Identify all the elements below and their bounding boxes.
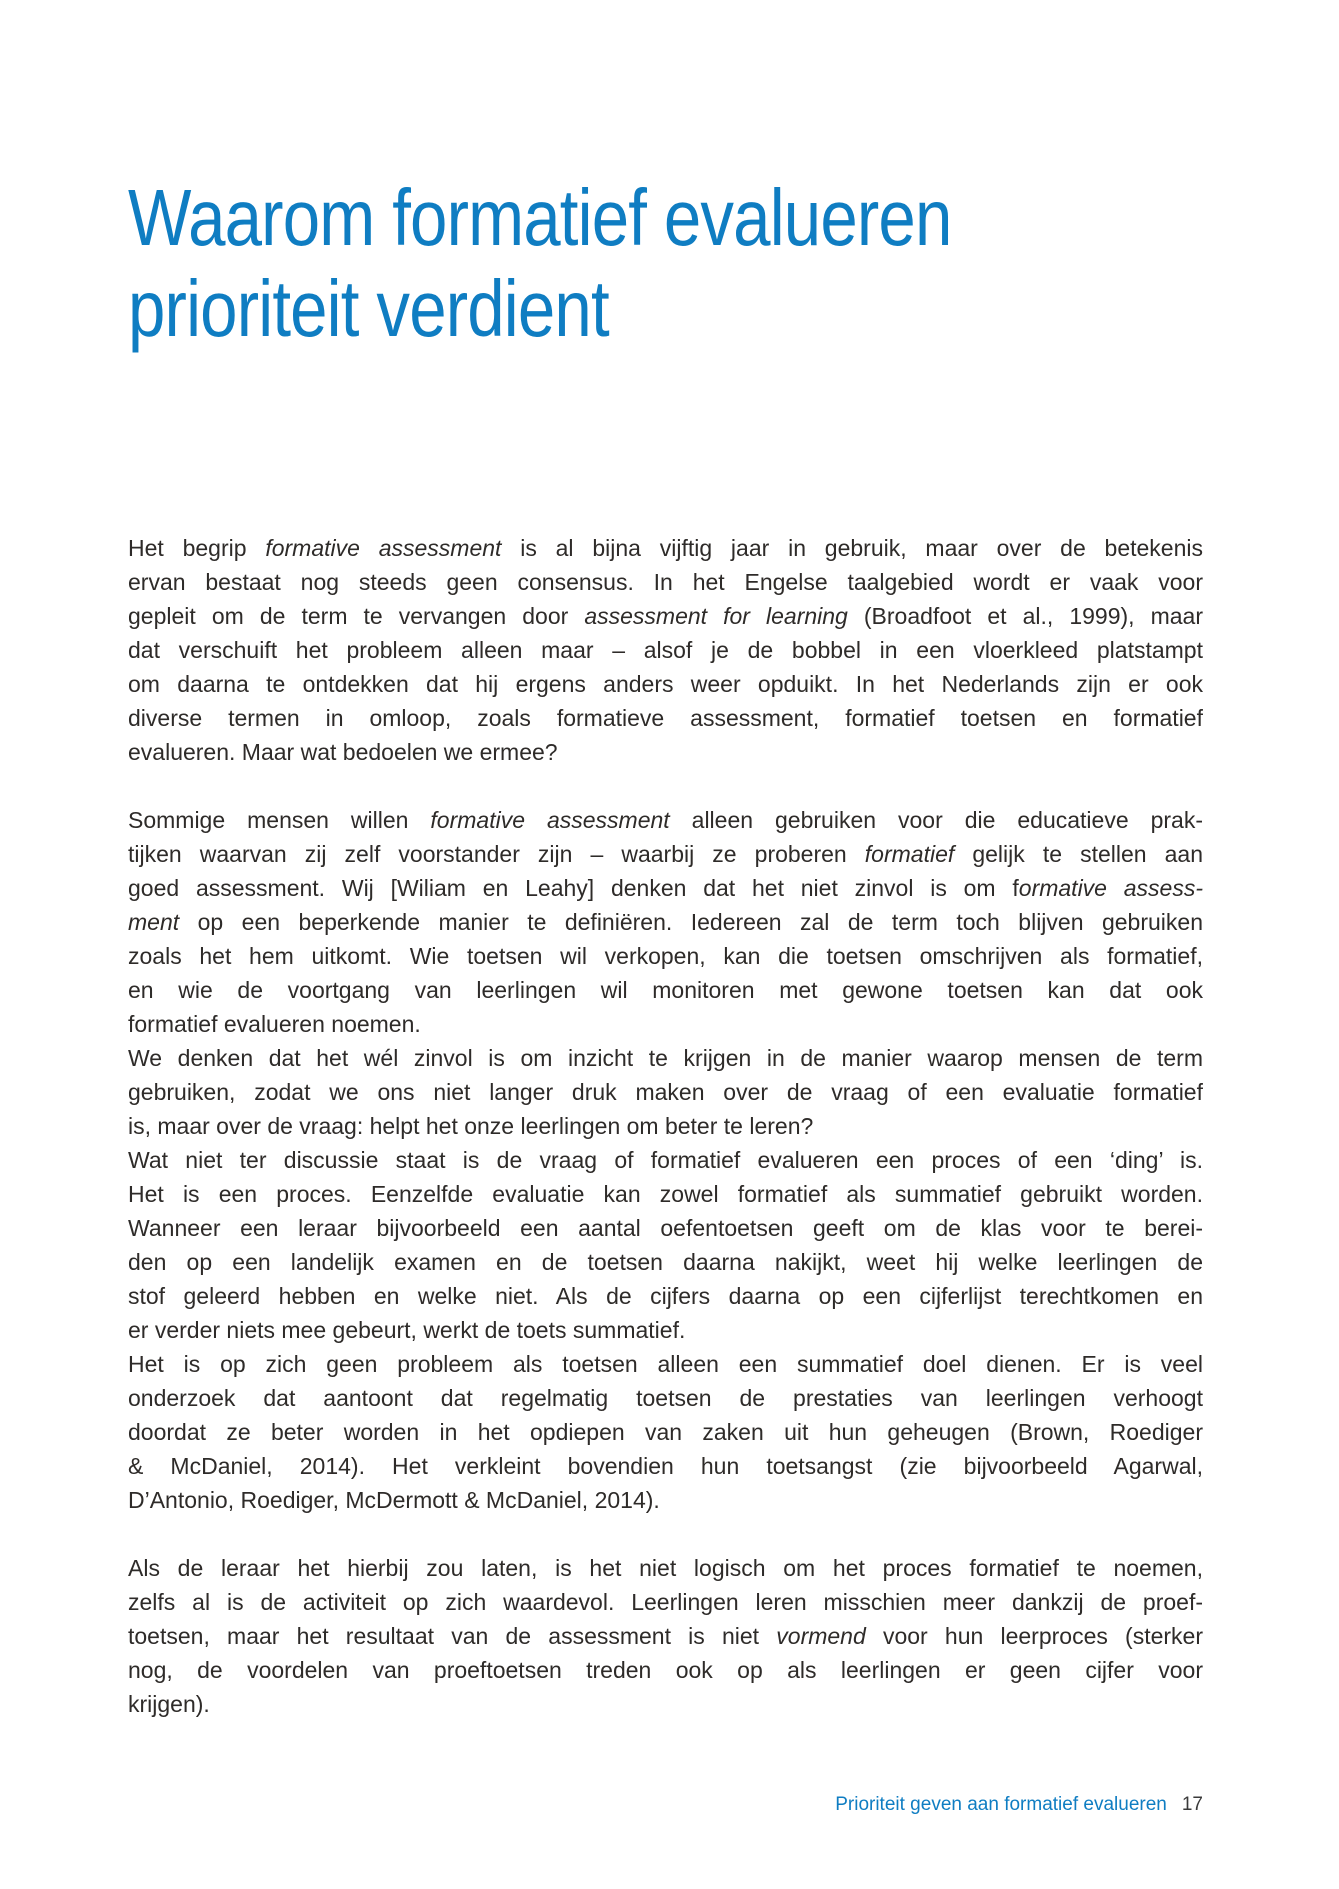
paragraph (128, 803, 1203, 1041)
text-line (128, 1075, 1203, 1109)
text-segment: stof geleerd hebben en welke niet. Als de cijfers daarna op een cijferlijst terechtkomen en (128, 1283, 1203, 1309)
text-segment: nog, de voordelen van proeftoetsen treden ook op als leerlingen er geen cijfer voor (128, 1657, 1203, 1683)
text-line (128, 1007, 1203, 1041)
text-line (128, 1381, 1203, 1415)
paragraph (128, 531, 1203, 769)
text-segment: diverse termen in omloop, zoals formatieve assessment, formatief toetsen en formatief (128, 705, 1203, 731)
text-line (128, 973, 1203, 1007)
text-line (128, 1585, 1203, 1619)
text-line (128, 531, 1203, 565)
text-segment: We denken dat het wél zinvol is om inzicht te krijgen in de manier waarop mensen de term (128, 1045, 1203, 1071)
text-line (128, 1687, 1203, 1721)
italic-text-segment: formatief (864, 841, 955, 867)
page-title-line-1: Waarom formatief evalueren (128, 172, 952, 262)
text-line (128, 1279, 1203, 1313)
page-footer (128, 1793, 1203, 1817)
text-segment: Het begrip (128, 535, 266, 561)
text-line (128, 803, 1203, 837)
text-line (128, 599, 1203, 633)
italic-text-segment: formative assessment (430, 807, 670, 833)
text-segment: zelfs al is de activiteit op zich waardevol. Leerlingen leren misschien meer dankzij de proef- (128, 1589, 1203, 1615)
text-line (128, 1143, 1203, 1177)
text-line (128, 565, 1203, 599)
text-segment: Wat niet ter discussie staat is de vraag of formatief evalueren een proces of een ‘ding’ is. (128, 1147, 1203, 1173)
text-line (128, 633, 1203, 667)
italic-text-segment: formative assessment (265, 535, 502, 561)
text-segment: & McDaniel, 2014). Het verkleint bovendien hun toetsangst (zie bijvoorbeeld Agarwal, (128, 1453, 1203, 1479)
text-segment: gebruiken, zodat we ons niet langer druk maken over de vraag of een evaluatie formatief (128, 1079, 1203, 1105)
text-line (128, 735, 1203, 769)
text-line (128, 1449, 1203, 1483)
page-title (128, 172, 951, 354)
text-segment: gepleit om de term te vervangen door (128, 603, 585, 629)
text-line (128, 701, 1203, 735)
text-segment: dat verschuift het probleem alleen maar – alsof je de bobbel in een vloerkleed platstampt (128, 637, 1203, 663)
text-segment: gelijk te stellen aan (954, 841, 1203, 867)
paragraphs (128, 531, 1203, 1721)
text-line (128, 1415, 1203, 1449)
italic-text-segment: vormend (776, 1623, 866, 1649)
text-segment: toetsen, maar het resultaat van de assessment is niet (128, 1623, 777, 1649)
text-segment: evalueren. Maar wat bedoelen we ermee? (128, 739, 558, 765)
text-segment: doordat ze beter worden in het opdiepen van zaken uit hun geheugen (Brown, Roediger (128, 1419, 1203, 1445)
text-segment: tijken waarvan zij zelf voorstander zijn – waarbij ze proberen (128, 841, 865, 867)
text-segment: den op een landelijk examen en de toetsen daarna nakijkt, weet hij welke leerlingen de (128, 1249, 1203, 1275)
text-line (128, 1347, 1203, 1381)
paragraph (128, 1551, 1203, 1721)
text-line (128, 1245, 1203, 1279)
text-segment: (Broadfoot et al., 1999), maar (847, 603, 1203, 629)
text-segment: om daarna te ontdekken dat hij ergens anders weer opduikt. In het Nederlands zijn er ook (128, 671, 1203, 697)
text-segment: Sommige mensen willen (128, 807, 431, 833)
text-line (128, 1041, 1203, 1075)
text-segment: er verder niets mee gebeurt, werkt de toets summatief. (128, 1317, 686, 1343)
italic-text-segment: ment (128, 909, 180, 935)
text-line (128, 1177, 1203, 1211)
text-segment: is, maar over de vraag: helpt het onze leerlingen om beter te leren? (128, 1113, 814, 1139)
text-line (128, 1313, 1203, 1347)
text-line (128, 837, 1203, 871)
paragraph (128, 1143, 1203, 1347)
text-segment: en wie de voortgang van leerlingen wil monitoren met gewone toetsen kan dat ook (128, 977, 1203, 1003)
text-line (128, 1551, 1203, 1585)
text-segment: Wanneer een leraar bijvoorbeeld een aantal oefentoetsen geeft om de klas voor te berei- (128, 1215, 1203, 1241)
text-segment: Het is op zich geen probleem als toetsen alleen een summatief doel dienen. Er is veel (128, 1351, 1203, 1377)
text-segment: goed assessment. Wij [Wiliam en Leahy] denken dat het niet zinvol is om f (128, 875, 1019, 901)
text-segment: ervan bestaat nog steeds geen consensus. In het Engelse taalgebied wordt er vaak voor (128, 569, 1203, 595)
text-line (128, 1483, 1203, 1517)
body-text (128, 531, 1203, 1721)
text-segment: op een beperkende manier te definiëren. Iedereen zal de term toch blijven gebruiken (179, 909, 1203, 935)
text-segment: voor hun leerproces (sterker (865, 1623, 1203, 1649)
text-segment: Het is een proces. Eenzelfde evaluatie kan zowel formatief als summatief gebruikt worden. (128, 1181, 1203, 1207)
text-segment: is al bijna vijftig jaar in gebruik, maar over de betekenis (501, 535, 1203, 561)
text-segment: zoals het hem uitkomt. Wie toetsen wil verkopen, kan die toetsen omschrijven als formatief, (128, 943, 1203, 969)
page-title-line-2: prioriteit verdient (128, 263, 609, 353)
text-line (128, 1653, 1203, 1687)
text-line (128, 1619, 1203, 1653)
text-line (128, 1109, 1203, 1143)
text-line (128, 667, 1203, 701)
text-segment: Als de leraar het hierbij zou laten, is het niet logisch om het proces formatief te noemen, (128, 1555, 1203, 1581)
text-segment: D’Antonio, Roediger, McDermott & McDaniel, 2014). (128, 1487, 660, 1513)
italic-text-segment: ormative assess- (1018, 875, 1203, 901)
text-line (128, 939, 1203, 973)
text-segment: alleen gebruiken voor die educatieve prak- (669, 807, 1203, 833)
paragraph (128, 1347, 1203, 1517)
page-number: 17 (1181, 1794, 1203, 1815)
text-line (128, 905, 1203, 939)
text-line (128, 871, 1203, 905)
text-segment: krijgen). (128, 1691, 210, 1717)
running-footer-title: Prioriteit geven aan formatief evalueren (835, 1794, 1167, 1815)
text-line (128, 1211, 1203, 1245)
text-segment: onderzoek dat aantoont dat regelmatig toetsen de prestaties van leerlingen verhoogt (128, 1385, 1203, 1411)
italic-text-segment: assessment for learning (584, 603, 848, 629)
paragraph (128, 1041, 1203, 1143)
text-segment: formatief evalueren noemen. (128, 1011, 421, 1037)
